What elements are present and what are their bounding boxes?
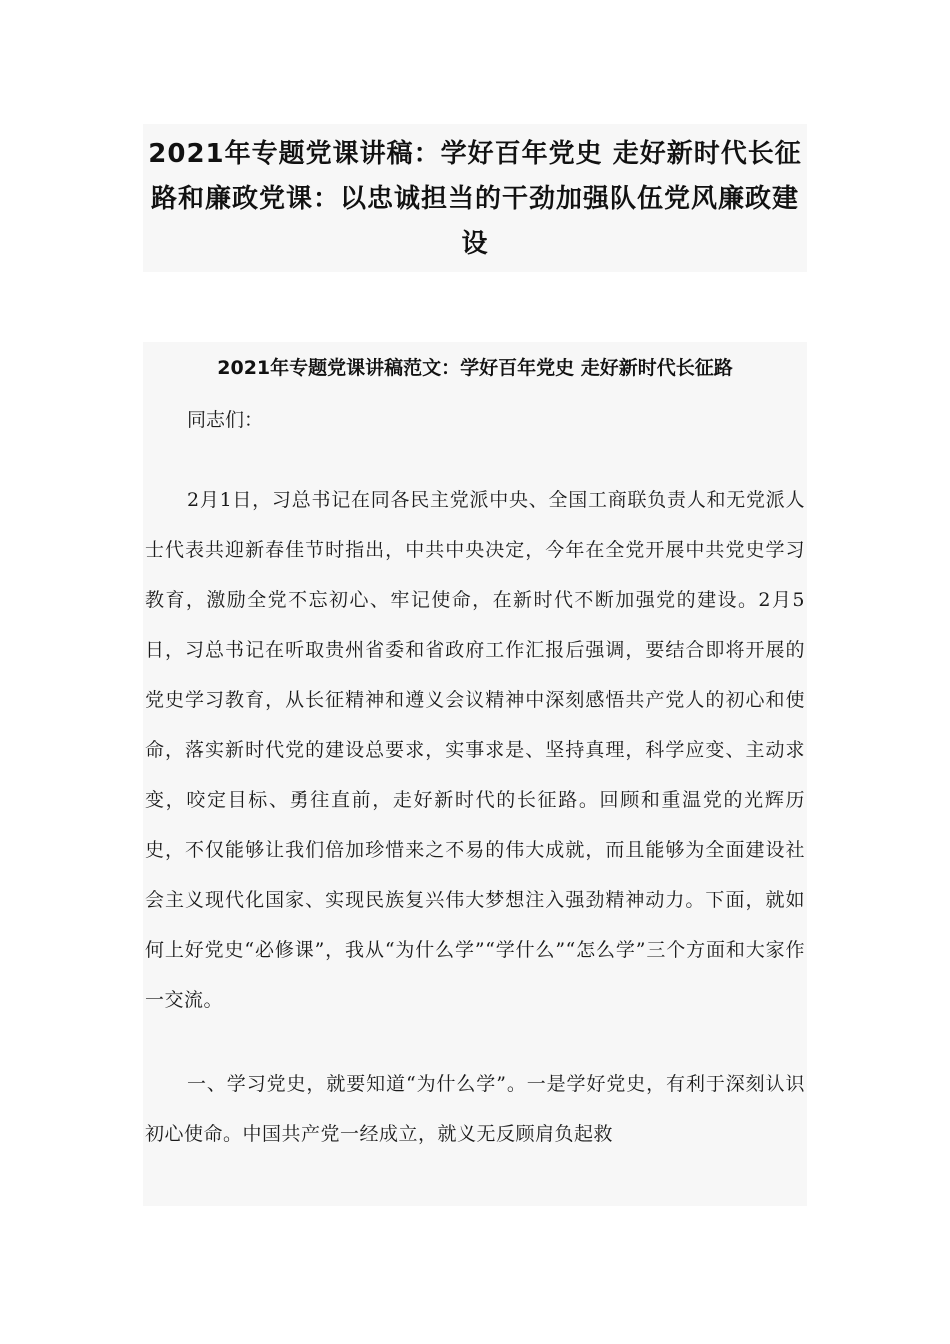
document-title: 2021年专题党课讲稿：学好百年党史 走好新时代长征路和廉政党课：以忠诚担当的干劲加强队伍党风廉政建设 — [148, 139, 802, 259]
section-title: 2021年专题党课讲稿范文：学好百年党史 走好新时代长征路 — [217, 357, 733, 379]
paragraph-2: 一、学习党史，就要知道“为什么学”。一是学好党史，有利于深刻认识初心使命。中国共产党一经成立，就义无反顾肩负起救 — [145, 1073, 805, 1145]
title-block — [143, 124, 807, 272]
salutation: 同志们： — [187, 409, 264, 431]
paragraph-1: 2月1日，习总书记在同各民主党派中央、全国工商联负责人和无党派人士代表共迎新春佳节时指出，中共中央决定，今年在全党开展中共党史学习教育，激励全党不忘初心、牢记使命，在新时代不断加强党的建设。2月5日，习总书记在听取贵州省委和省政府工作汇报后强调，要结合即将开展的党史学习教育，从长征精神和遵义会议精神中深刻感悟共产党人的初心和使命，落实新时代党的建设总要求，实事求是、坚持真理，科学应变、主动求变，咬定目标、勇往直前，走好新时代的长征路。回顾和重温党的光辉历史，不仅能够让我们倍加珍惜来之不易的伟大成就，而且能够为全面建设社会主义现代化国家、实现民族复兴伟大梦想注入强劲精神动力。下面，就如何上好党史“必修课”，我从“为什么学”“学什么”“怎么学”三个方面和大家作一交流。 — [145, 489, 805, 1011]
document-body — [143, 342, 807, 1206]
